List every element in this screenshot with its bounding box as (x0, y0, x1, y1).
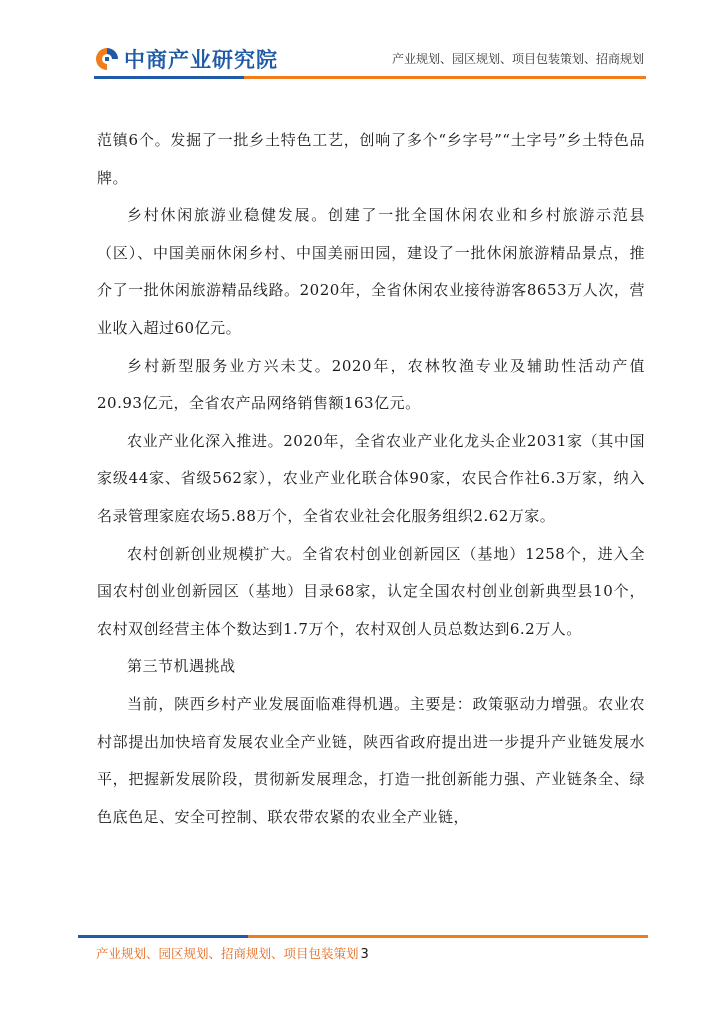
footer-rule-orange (248, 935, 648, 938)
header-rule-orange (244, 76, 646, 79)
header-rule-blue (94, 76, 244, 79)
document-body (97, 122, 645, 836)
logo-mark-icon (94, 46, 120, 72)
footer-text: 产业规划、园区规划、招商规划、项目包装策划 (96, 946, 359, 961)
paragraph-6: 当前，陕西乡村产业发展面临难得机遇。主要是：政策驱动力增强。农业农村部提出加快培育发展农业全产业链，陕西省政府提出进一步提升产业链发展水平，把握新发展阶段，贯彻新发展理念，打造一批创新能力强、产业链条全、绿色底色足、安全可控制、联农带农紧的农业全产业链， (97, 694, 645, 826)
section-title: 第三节机遇挑战 (127, 657, 236, 676)
logo-text: 中商产业研究院 (124, 48, 278, 72)
paragraph-1: 范镇6个。发掘了一批乡土特色工艺，创响了多个“乡字号”“土字号”乡土特色品牌。 (97, 131, 645, 187)
page-header (0, 0, 724, 82)
paragraph-3: 乡村新型服务业方兴未艾。2020年，农林牧渔专业及辅助性活动产值20.93亿元，全省农产品网络销售额163亿元。 (97, 356, 645, 413)
footer-rule-blue (78, 935, 248, 938)
logo (94, 44, 278, 74)
page-footer (96, 944, 369, 962)
page-number: 3 (360, 947, 369, 962)
paragraph-5: 农村创新创业规模扩大。全省农村创业创新园区（基地）1258个，进入全国农村创业创新园区（基地）目录68家，认定全国农村创业创新典型县10个，农村双创经营主体个数达到1.7万个，农村双创人员总数达到6.2万人。 (97, 544, 645, 638)
paragraph-4: 农业产业化深入推进。2020年，全省农业产业化龙头企业2031家（其中国家级44家、省级562家），农业产业化联合体90家，农民合作社6.3万家，纳入名录管理家庭农场5.88万个，全省农业社会化服务组织2.62万家。 (97, 431, 645, 525)
header-tagline: 产业规划、园区规划、项目包装策划、招商规划 (391, 52, 644, 66)
paragraph-2: 乡村休闲旅游业稳健发展。创建了一批全国休闲农业和乡村旅游示范县（区）、中国美丽休闲乡村、中国美丽田园，建设了一批休闲旅游精品景点，推介了一批休闲旅游精品线路。2020年，全省休闲农业接待游客8653万人次，营业收入超过60亿元。 (97, 206, 645, 337)
